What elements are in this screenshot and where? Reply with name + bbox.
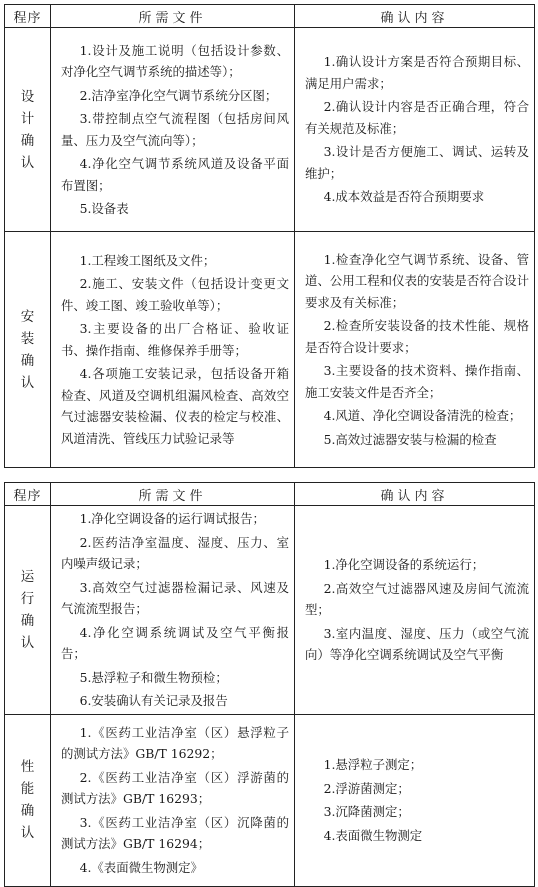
table-row-design [5, 28, 535, 232]
content-cell [295, 232, 535, 468]
content-item: 3.主要设备的技术资料、操作指南、施工安装文件是否齐全； [305, 363, 529, 400]
content-item: 1.检查净化空气调节系统、设备、管道、公用工程和仪表的安装是否符合设计要求及有关标准； [305, 251, 529, 310]
content-cell [295, 506, 535, 715]
doc-item: 3.《医药工业洁净室（区）沉降菌的测试方法》GB/T 16294； [61, 814, 289, 852]
doc-item: 5.悬浮粒子和微生物预检； [79, 669, 228, 685]
doc-item: 2.洁净室净化空气调节系统分区图； [79, 87, 278, 103]
header-docs: 所需文件 [51, 5, 295, 28]
content-item: 3.设计是否方便施工、调试、运转及维护； [305, 144, 529, 181]
docs-cell [51, 232, 295, 468]
doc-item: 3.带控制点空气流程图（包括房间风量、压力及空气流向等）； [61, 111, 289, 148]
content-item: 2.检查所安装设备的技术性能、规格是否符合设计要求； [305, 318, 529, 355]
header-stage: 程序 [5, 5, 51, 28]
header-content: 确认内容 [295, 5, 535, 28]
doc-item: 3.高效空气过滤器检漏记录、风速及气流流型报告； [61, 579, 289, 616]
header-docs: 所需文件 [51, 483, 295, 506]
stage-cell [5, 506, 51, 715]
docs-cell [51, 28, 295, 232]
table-row-operation [5, 506, 535, 715]
doc-item: 2.《医药工业洁净室（区）浮游菌的测试方法》GB/T 16293； [61, 769, 289, 807]
content-cell [295, 28, 535, 232]
doc-item: 3.主要设备的出厂合格证、验收证书、操作指南、维修保养手册等； [61, 321, 289, 358]
table-header-row [5, 5, 535, 28]
doc-item: 4.《表面微生物测定》 [79, 859, 203, 875]
doc-item: 4.净化空气调节系统风道及设备平面布置图； [61, 156, 289, 193]
content-item: 4.表面微生物测定 [323, 827, 423, 843]
doc-item: 6.安装确认有关记录及报告 [79, 693, 228, 708]
content-item: 2.确认设计内容是否正确合理，符合有关规范及标准； [305, 99, 529, 136]
doc-item: 2.施工、安装文件（包括设计变更文件、竣工图、竣工验收单等）； [61, 276, 289, 313]
header-stage: 程序 [5, 483, 51, 506]
content-item: 3.室内温度、湿度、压力（或空气流向）等净化空调系统调试及空气平衡 [305, 625, 529, 662]
table-row-performance [5, 714, 535, 886]
stage-cell [5, 28, 51, 232]
stage-label: 性能确认 [20, 759, 35, 841]
validation-table-part-1 [4, 4, 535, 468]
doc-item: 1.工程竣工图纸及文件； [79, 252, 216, 268]
stage-cell [5, 232, 51, 468]
stage-cell [5, 714, 51, 886]
content-cell [295, 714, 535, 886]
content-item: 1.悬浮粒子测定； [323, 757, 423, 772]
stage-label: 运行确认 [20, 568, 35, 651]
doc-item: 5.设备表 [79, 201, 129, 216]
table-row-installation [5, 232, 535, 468]
table-header-row [5, 483, 535, 506]
doc-item: 2.医药洁净室温度、湿度、压力、室内噪声级记录； [61, 534, 289, 571]
validation-table-part-2 [4, 482, 535, 887]
content-item: 4.成本效益是否符合预期要求 [323, 189, 485, 205]
doc-item: 1.《医药工业洁净室（区）悬浮粒子的测试方法》GB/T 16292； [61, 724, 289, 762]
content-item: 4.风道、净化空调设备清洗的检查； [323, 408, 522, 424]
content-item: 1.净化空调设备的系统运行； [323, 557, 485, 572]
docs-cell [51, 714, 295, 886]
docs-cell [51, 506, 295, 715]
content-item: 3.沉降菌测定； [323, 804, 410, 819]
stage-label: 设计确认 [20, 88, 35, 171]
doc-item: 1.设计及施工说明（包括设计参数、对净化空气调节系统的描述等）； [61, 42, 289, 79]
doc-item: 4.净化空调系统调试及空气平衡报告； [61, 624, 289, 661]
stage-label: 安装确认 [20, 308, 35, 391]
doc-item: 4.各项施工安装记录，包括设备开箱检查、风道及空调机组漏风检查、高效空气过滤器安装检漏、仪表的检定与校准、风道清洗、管线压力试验记录等 [61, 366, 289, 446]
doc-item: 1.净化空调设备的运行调试报告； [79, 511, 265, 526]
content-item: 2.浮游菌测定； [323, 780, 410, 796]
content-item: 1.确认设计方案是否符合预期目标、满足用户需求； [305, 54, 529, 91]
content-item: 2.高效空气过滤器风速及房间气流流型； [305, 580, 529, 617]
header-content: 确认内容 [295, 483, 535, 506]
content-item: 5.高效过滤器安装与检漏的检查 [323, 431, 497, 447]
